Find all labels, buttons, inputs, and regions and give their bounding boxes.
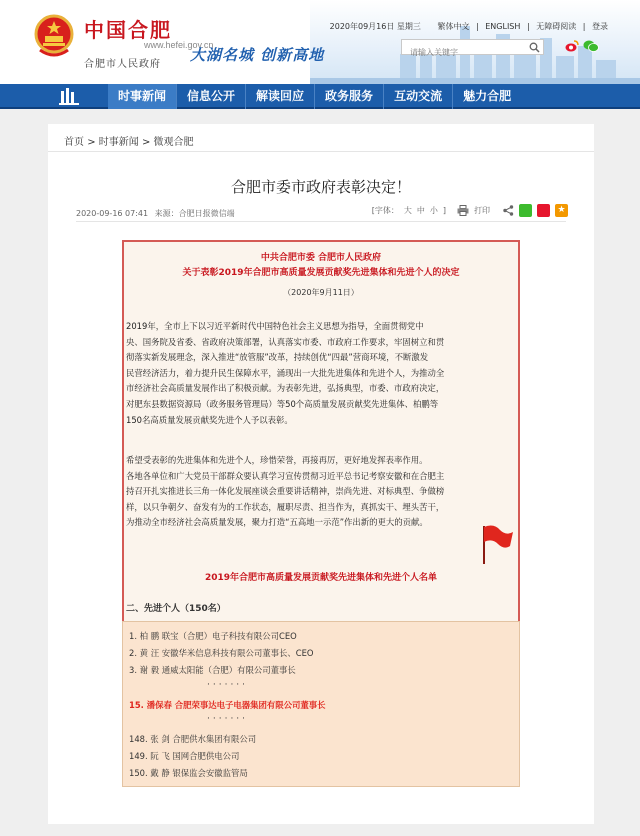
font-size-medium[interactable]: 中 [416,206,425,215]
list-item: 149. 阮 飞 国网合肥供电公司 [129,751,240,761]
text-line: 150名高质量发展贡献奖先进个人予以表彰。 [126,414,293,425]
list-item: 2. 黄 汪 安徽华米信息科技有限公司董事长、CEO [129,648,314,658]
link-accessibility[interactable]: 无障碍阅读 [536,22,577,31]
nav-item-interaction[interactable]: 互动交流 [384,84,453,109]
list-item: 1. 柏 鹏 联宝（合肥）电子科技有限公司CEO [129,631,297,641]
notice-document [122,240,520,672]
print-button[interactable]: 打印 [474,206,490,215]
list-item: 3. 谢 毅 通威太阳能（合肥）有限公司董事长 [129,665,296,675]
link-login[interactable]: 登录 [592,22,608,31]
text-line: 持召开扎实推进长三角一体化发展座谈会重要讲话精神，崇尚先进、对标典型、争做榜 [126,486,445,497]
article-title: 合肥市委市政府表彰决定！ [230,178,411,196]
share-icon[interactable] [503,205,514,216]
site-header [0,0,640,84]
breadcrumb-home[interactable]: 首页 [64,137,84,148]
article-tools [372,204,568,217]
link-english[interactable]: ENGLISH [485,22,521,31]
red-flag-icon [480,524,514,564]
nav-item-interpretation[interactable]: 解读回应 [246,84,315,109]
notice-paragraph-2 [126,453,516,531]
nav-item-gov-services[interactable]: 政务服务 [315,84,384,109]
text-line: 市经济社会高质量发展作出了积极贡献。为表彰先进，弘扬典型，市委、市政府决定， [126,383,445,394]
text-line: 为推动全市经济社会高质量发展，聚力打造“五高地一示范”作出新的更大的贡献。 [126,517,428,528]
text-line: 样，以只争朝夕、奋发有为的工作状态，履职尽责、担当作为，真抓实干、埋头苦干， [126,501,445,512]
text-line: 对肥东县数据资源局（政务服务管理局）等50个高质量发展贡献奖先进集体、柏鹏等 [126,398,439,409]
national-emblem-icon [34,14,74,58]
list-ellipsis: ······· [207,714,249,724]
article-datetime: 2020-09-16 07:41 [76,209,149,218]
link-traditional-chinese[interactable]: 繁体中文 [437,22,470,31]
article-meta [76,208,235,219]
text-line: 2019年，全市上下以习近平新时代中国特色社会主义思想为指导，全面贯彻党中 [126,321,424,331]
list-item-highlighted: 15. 潘保春 合肥荣事达电子电器集团有限公司董事长 [129,700,326,710]
notice-heading: 关于表彰2019年合肥市高质量发展贡献奖先进集体和先进个人的决定 [182,268,460,278]
list-ellipsis: ······· [207,680,249,690]
font-size-small[interactable]: 小 [429,206,438,215]
text-line: 希望受表彰的先进集体和先进个人，珍惜荣誉，再接再厉，更好地发挥表率作用。 [126,455,428,465]
breadcrumb-news[interactable]: 时事新闻 [98,137,139,148]
notice-paragraph-1 [126,319,516,428]
font-size-large[interactable]: 大 [403,206,412,215]
main-nav [0,84,640,109]
divider [76,221,566,222]
wechat-icon[interactable] [583,39,599,53]
nav-items [108,84,521,109]
section-title: 二、先进个人（150名） [126,604,226,614]
list-item: 148. 张 剑 合肥供水集团有限公司 [129,734,257,744]
text-line: 各地各单位和广大党员干部群众要认真学习宣传贯彻习近平总书记考察安徽和在合肥主 [126,470,445,481]
search-icon[interactable] [529,42,540,53]
font-size-label-end: ] [442,206,446,215]
slogan: 大湖名城 创新高地 [190,46,325,64]
text-line: 央、国务院及省委、省政府决策部署，认真落实市委、市政府工作要求，牢固树立和贯 [126,336,445,347]
divider [48,151,594,152]
weibo-icon[interactable] [565,39,579,53]
share-favorite-icon[interactable]: ★ [555,204,568,217]
breadcrumb: 首页 > 时事新闻 > 微观合肥 [64,137,194,148]
nav-item-charm-hefei[interactable]: 魅力合肥 [463,89,512,103]
text-line: 民营经济活力，着力提升民生保障水平，涌现出一大批先进集体和先进个人，为推动全 [126,367,445,378]
nav-item-news[interactable]: 时事新闻 [108,84,177,109]
social-links [565,39,599,53]
top-links-bar: 2020年09月16日 星期三 繁体中文 | ENGLISH | 无障碍阅读 | 登录 [329,22,608,31]
share-wechat-icon[interactable] [519,204,532,217]
breadcrumb-micro-hefei[interactable]: 微观合肥 [153,137,194,148]
search-input[interactable] [402,46,522,60]
nav-item-info-disclosure[interactable]: 信息公开 [177,84,246,109]
site-subtitle: 合肥市人民政府 [84,59,161,70]
print-icon[interactable] [457,205,469,216]
notice-date: （2020年9月11日） [283,288,359,297]
font-size-label: [字体： [371,206,399,215]
honoree-list-title: 2019年合肥市高质量发展贡献奖先进集体和先进个人名单 [204,573,438,583]
site-title[interactable]: 中国合肥 [84,18,172,42]
share-weibo-icon[interactable] [537,204,550,217]
notice-issuer: 中共合肥市委 合肥市人民政府 [260,253,382,263]
site-url: www.hefei.gov.cn [144,40,214,50]
search-box [401,39,544,55]
text-line: 彻落实新发展理念，深入推进“放管服”改革，持续创优“四最”营商环境，不断激发 [126,352,429,363]
list-item: 150. 戴 静 银保监会安徽监管局 [129,768,248,778]
honoree-roster [122,621,520,787]
home-buildings-icon[interactable] [58,87,80,105]
article-source: 来源：合肥日报微信端 [154,209,235,218]
date-text: 2020年09月16日 星期三 [329,22,421,31]
